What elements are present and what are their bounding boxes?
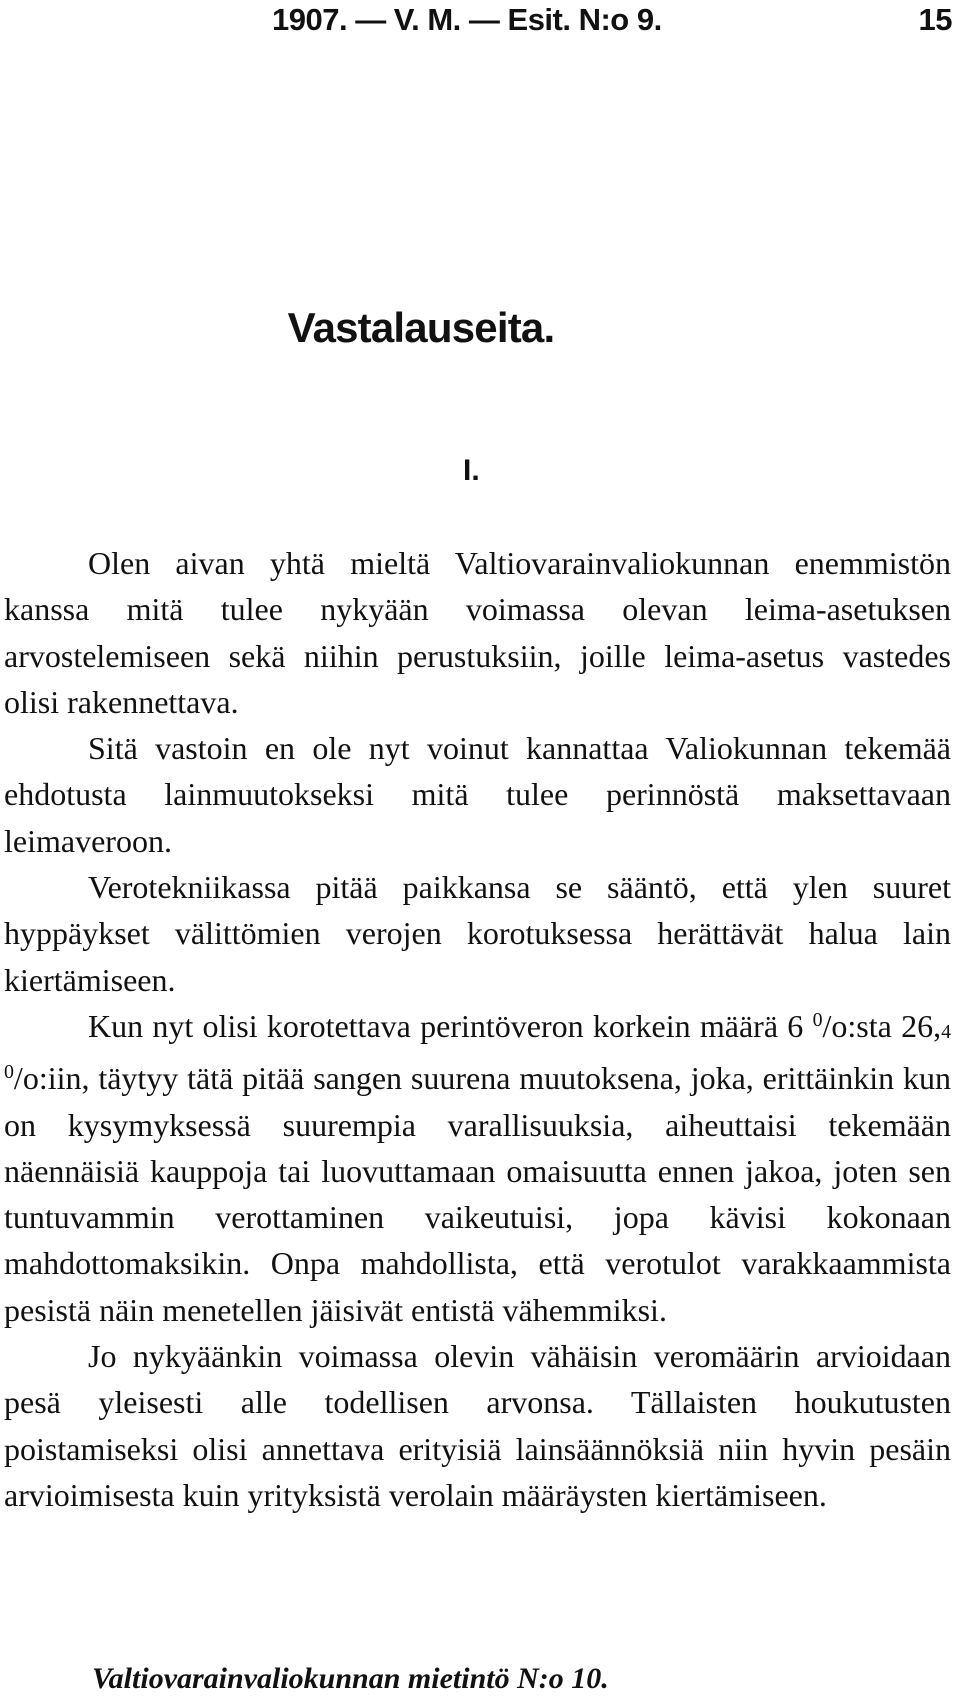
- percent-superscript-2: 0: [4, 1061, 14, 1084]
- page-footer: Valtiovarainvaliokunnan mietintö N:o 10.: [92, 1662, 609, 1695]
- running-title: 1907. — V. M. — Esit. N:o 9.: [272, 2, 662, 37]
- paragraph-5: Jo nykyäänkin voimassa olevin vähäisin veromäärin arvioidaan pesä yleisesti alle todellisen arvonsa. Tällaisten houkutusten poistamiseksi olisi annettava erityisiä lainsäännöksiä niin hyvin pesäin arvioimisesta kuin yrityksistä verolain määräysten kiertämiseen.: [4, 1338, 951, 1513]
- running-header: [0, 2, 960, 42]
- page-number: 15: [918, 2, 952, 37]
- paragraph-4-text-1: Kun nyt olisi korotettava perintöveron korkein määrä 6: [88, 1007, 813, 1044]
- section-number: I.: [463, 454, 480, 487]
- body-text: [4, 540, 951, 1518]
- paragraph-4: [4, 1003, 951, 1333]
- paragraph-1: Olen aivan yhtä mieltä Valtiovarainvaliokunnan enemmistön kanssa mitä tulee nykyään voimassa olevan leima-asetuksen arvostelemiseen sekä niihin perustuksiin, joille leima-asetus vastedes olisi rakennettava.: [4, 545, 951, 720]
- paragraph-3: Verotekniikassa pitää paikkansa se sääntö, että ylen suuret hyppäykset välittömien verojen korotuksessa herättävät halua lain kiertämiseen.: [4, 869, 951, 998]
- paragraph-2: Sitä vastoin en ole nyt voinut kannattaa Valiokunnan tekemää ehdotusta lainmuutokseksi mitä tulee perinnöstä maksettavaan leimaveroon.: [4, 730, 951, 859]
- percent-superscript-1: 0: [812, 1009, 823, 1032]
- decimal-digit: 4: [941, 1020, 952, 1043]
- page-title: Vastalauseita.: [287, 304, 555, 351]
- paragraph-4-text-4: /o:iin, täytyy tätä pitää sangen suurena muutoksena, joka, erittäinkin kun on kysymyksessä suurempia varallisuuksia, aiheuttaisi tekemään näennäisiä kauppoja tai luovuttamaan omaisuutta ennen jakoa, joten sen tuntuvammin verottaminen vaikeutuisi, jopa kävisi kokonaan mahdottomaksikin. Onpa mahdollista, että verotulot varakkaammista pesistä näin menetellen jäisivät entistä vähemmiksi.: [4, 1060, 951, 1328]
- paragraph-4-text-2: /o:sta 26,: [822, 1007, 942, 1044]
